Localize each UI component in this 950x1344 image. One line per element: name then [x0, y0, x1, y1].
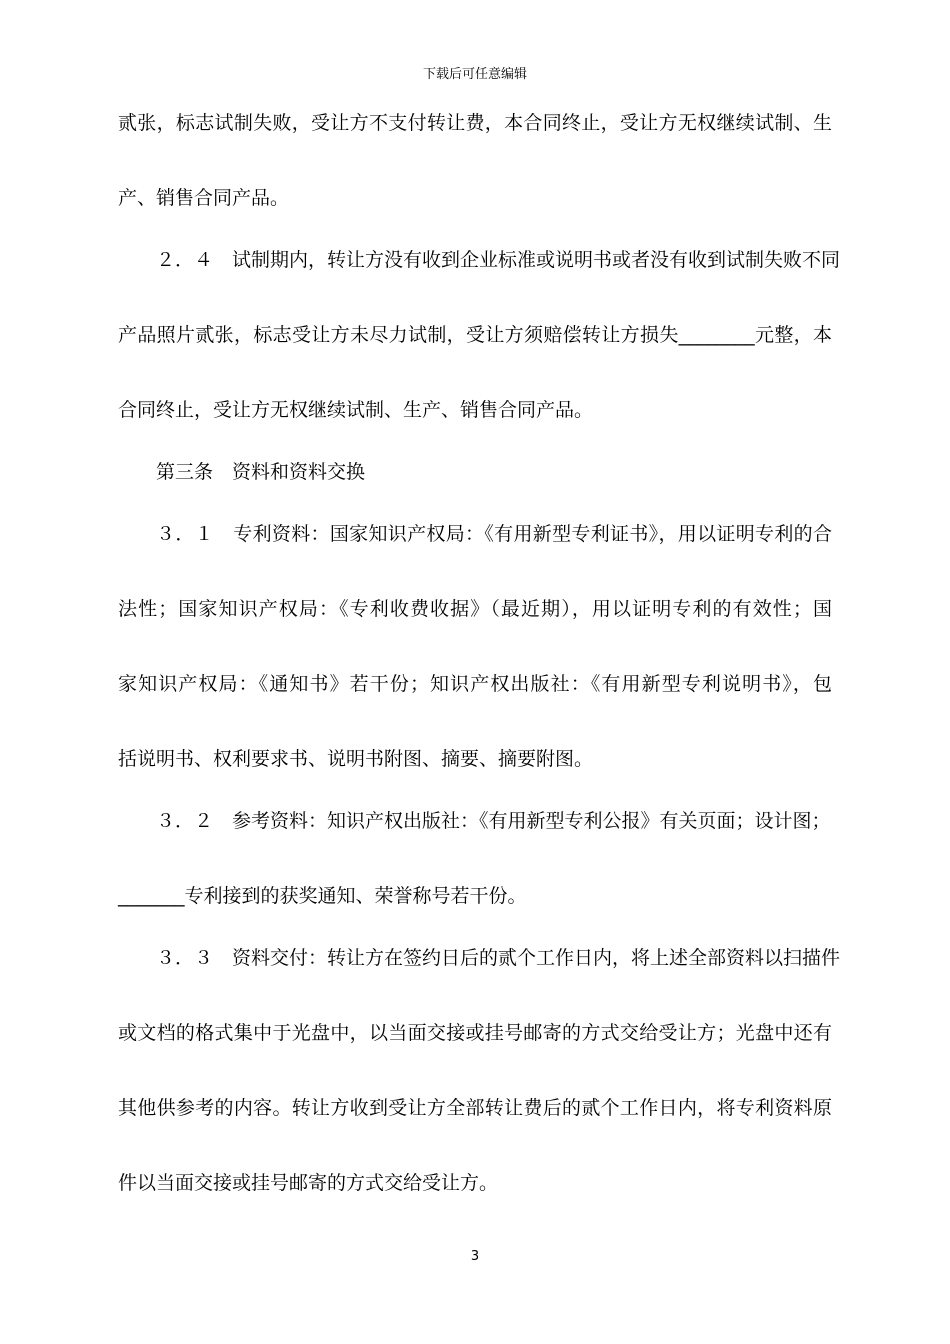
text-line: 件以当面交接或挂号邮寄的方式交给受让方。 [118, 1172, 499, 1194]
page-header: 下载后可任意编辑 [422, 67, 527, 82]
text-line: 产品照片贰张，标志受让方未尽力试制，受让方须赔偿转让方损失________元整，本 [118, 324, 832, 346]
text-line: ２．４ 试制期内，转让方没有收到企业标准或说明书或者没有收到试制失败不同 [156, 249, 841, 271]
text-line: 贰张，标志试制失败，受让方不支付转让费，本合同终止，受让方无权继续试制、生 [118, 112, 832, 134]
text-line: 法性；国家知识产权局：《专利收费收据》（最近期），用以证明专利的有效性；国 [118, 598, 832, 620]
page-number: 3 [470, 1249, 480, 1264]
text-line: 产、销售合同产品。 [118, 187, 290, 209]
text-line: 其他供参考的内容。转让方收到受让方全部转让费后的贰个工作日内，将专利资料原 [118, 1097, 832, 1119]
text-line: ３．１ 专利资料：国家知识产权局：《有用新型专利证书》，用以证明专利的合 [156, 523, 832, 545]
section-heading: 第三条 资料和资料交换 [156, 461, 366, 483]
text-line: 或文档的格式集中于光盘中，以当面交接或挂号邮寄的方式交给受让方；光盘中还有 [118, 1022, 832, 1044]
text-line: 合同终止，受让方无权继续试制、生产、销售合同产品。 [118, 399, 594, 421]
text-line: 括说明书、权利要求书、说明书附图、摘要、摘要附图。 [118, 748, 594, 770]
text-line: ３．２ 参考资料：知识产权出版社：《有用新型专利公报》有关页面；设计图； [156, 810, 831, 832]
text-line: _______专利接到的获奖通知、荣誉称号若干份。 [118, 885, 527, 907]
text-line: ３．３ 资料交付：转让方在签约日后的贰个工作日内，将上述全部资料以扫描件 [156, 947, 841, 969]
text-line: 家知识产权局：《通知书》若干份；知识产权出版社：《有用新型专利说明书》，包 [118, 673, 832, 695]
